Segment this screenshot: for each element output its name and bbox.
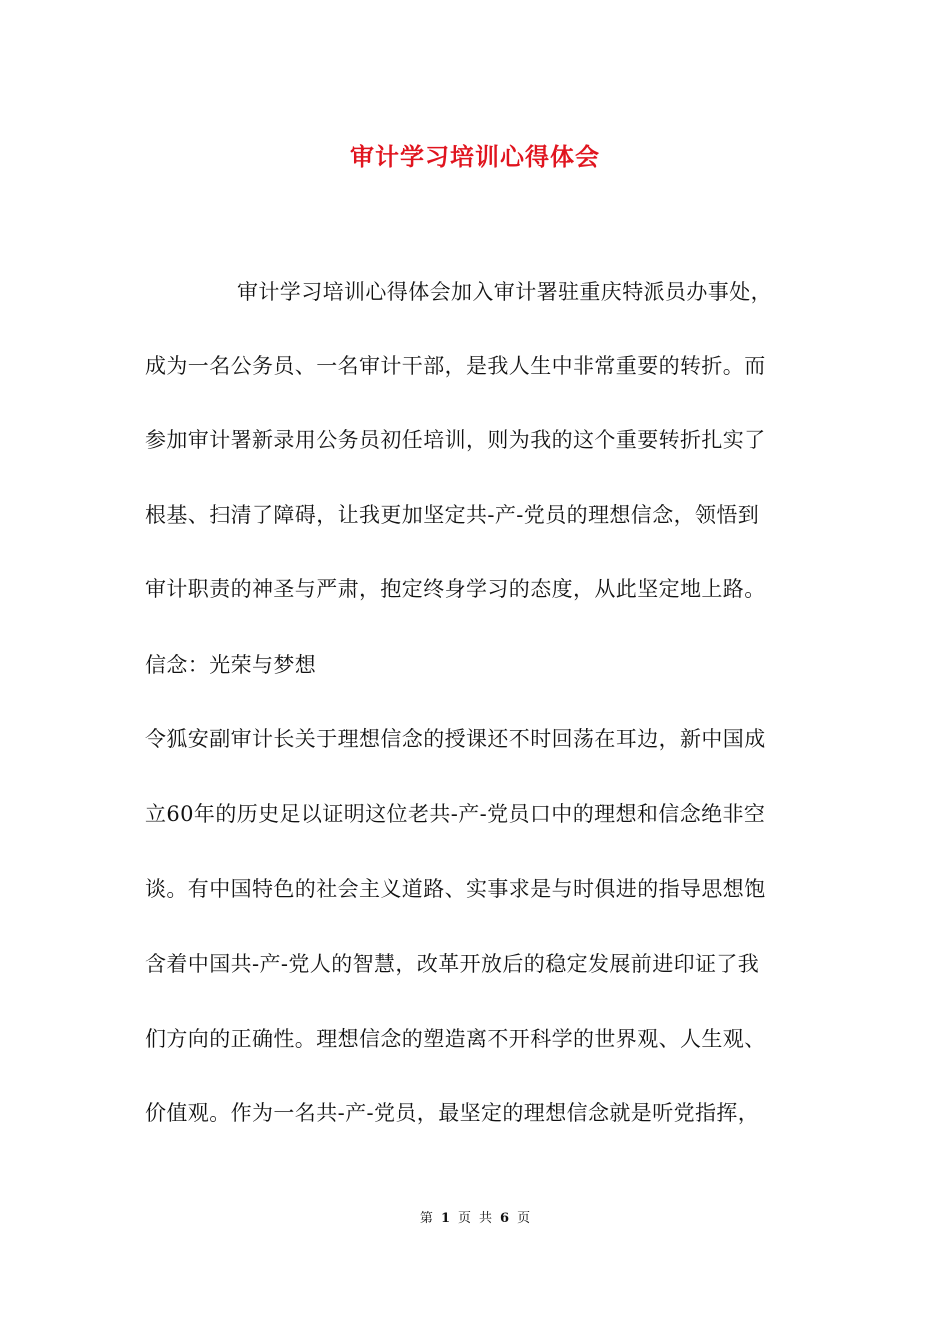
paragraph-line: 参加审计署新录用公务员初任培训，则为我的这个重要转折扎实了 xyxy=(145,428,766,452)
footer-prefix: 第 xyxy=(419,1211,433,1226)
section-heading: 信念：光荣与梦想 xyxy=(145,653,317,677)
footer-suffix: 页 xyxy=(517,1211,531,1226)
paragraph-line: 们方向的正确性。理想信念的塑造离不开科学的世界观、人生观、 xyxy=(145,1027,766,1051)
paragraph-line: 谈。有中国特色的社会主义道路、实事求是与时俱进的指导思想饱 xyxy=(145,877,766,901)
page-footer xyxy=(0,1207,950,1226)
paragraph-line: 根基、扫清了障碍，让我更加坚定共-产-党员的理想信念，领悟到 xyxy=(145,503,760,527)
paragraph-line: 含着中国共-产-党人的智慧，改革开放后的稳定发展前进印证了我 xyxy=(145,952,760,976)
paragraph-line: 成为一名公务员、一名审计干部，是我人生中非常重要的转折。而 xyxy=(145,354,766,378)
total-pages-number: 6 xyxy=(500,1211,510,1226)
paragraph-line: 令狐安副审计长关于理想信念的授课还不时回荡在耳边，新中国成 xyxy=(145,727,766,751)
footer-mid1: 页 xyxy=(457,1211,471,1226)
document-title: 审计学习培训心得体会 xyxy=(350,142,600,171)
paragraph-line: 立60年的历史足以证明这位老共-产-党员口中的理想和信念绝非空 xyxy=(145,802,766,826)
paragraph-line: 审计学习培训心得体会加入审计署驻重庆特派员办事处， xyxy=(237,280,772,304)
current-page-number: 1 xyxy=(440,1211,450,1226)
footer-mid2: 共 xyxy=(479,1211,493,1226)
paragraph-line: 价值观。作为一名共-产-党员，最坚定的理想信念就是听党指挥， xyxy=(145,1101,760,1125)
paragraph-line: 审计职责的神圣与严肃，抱定终身学习的态度，从此坚定地上路。 xyxy=(145,577,766,601)
